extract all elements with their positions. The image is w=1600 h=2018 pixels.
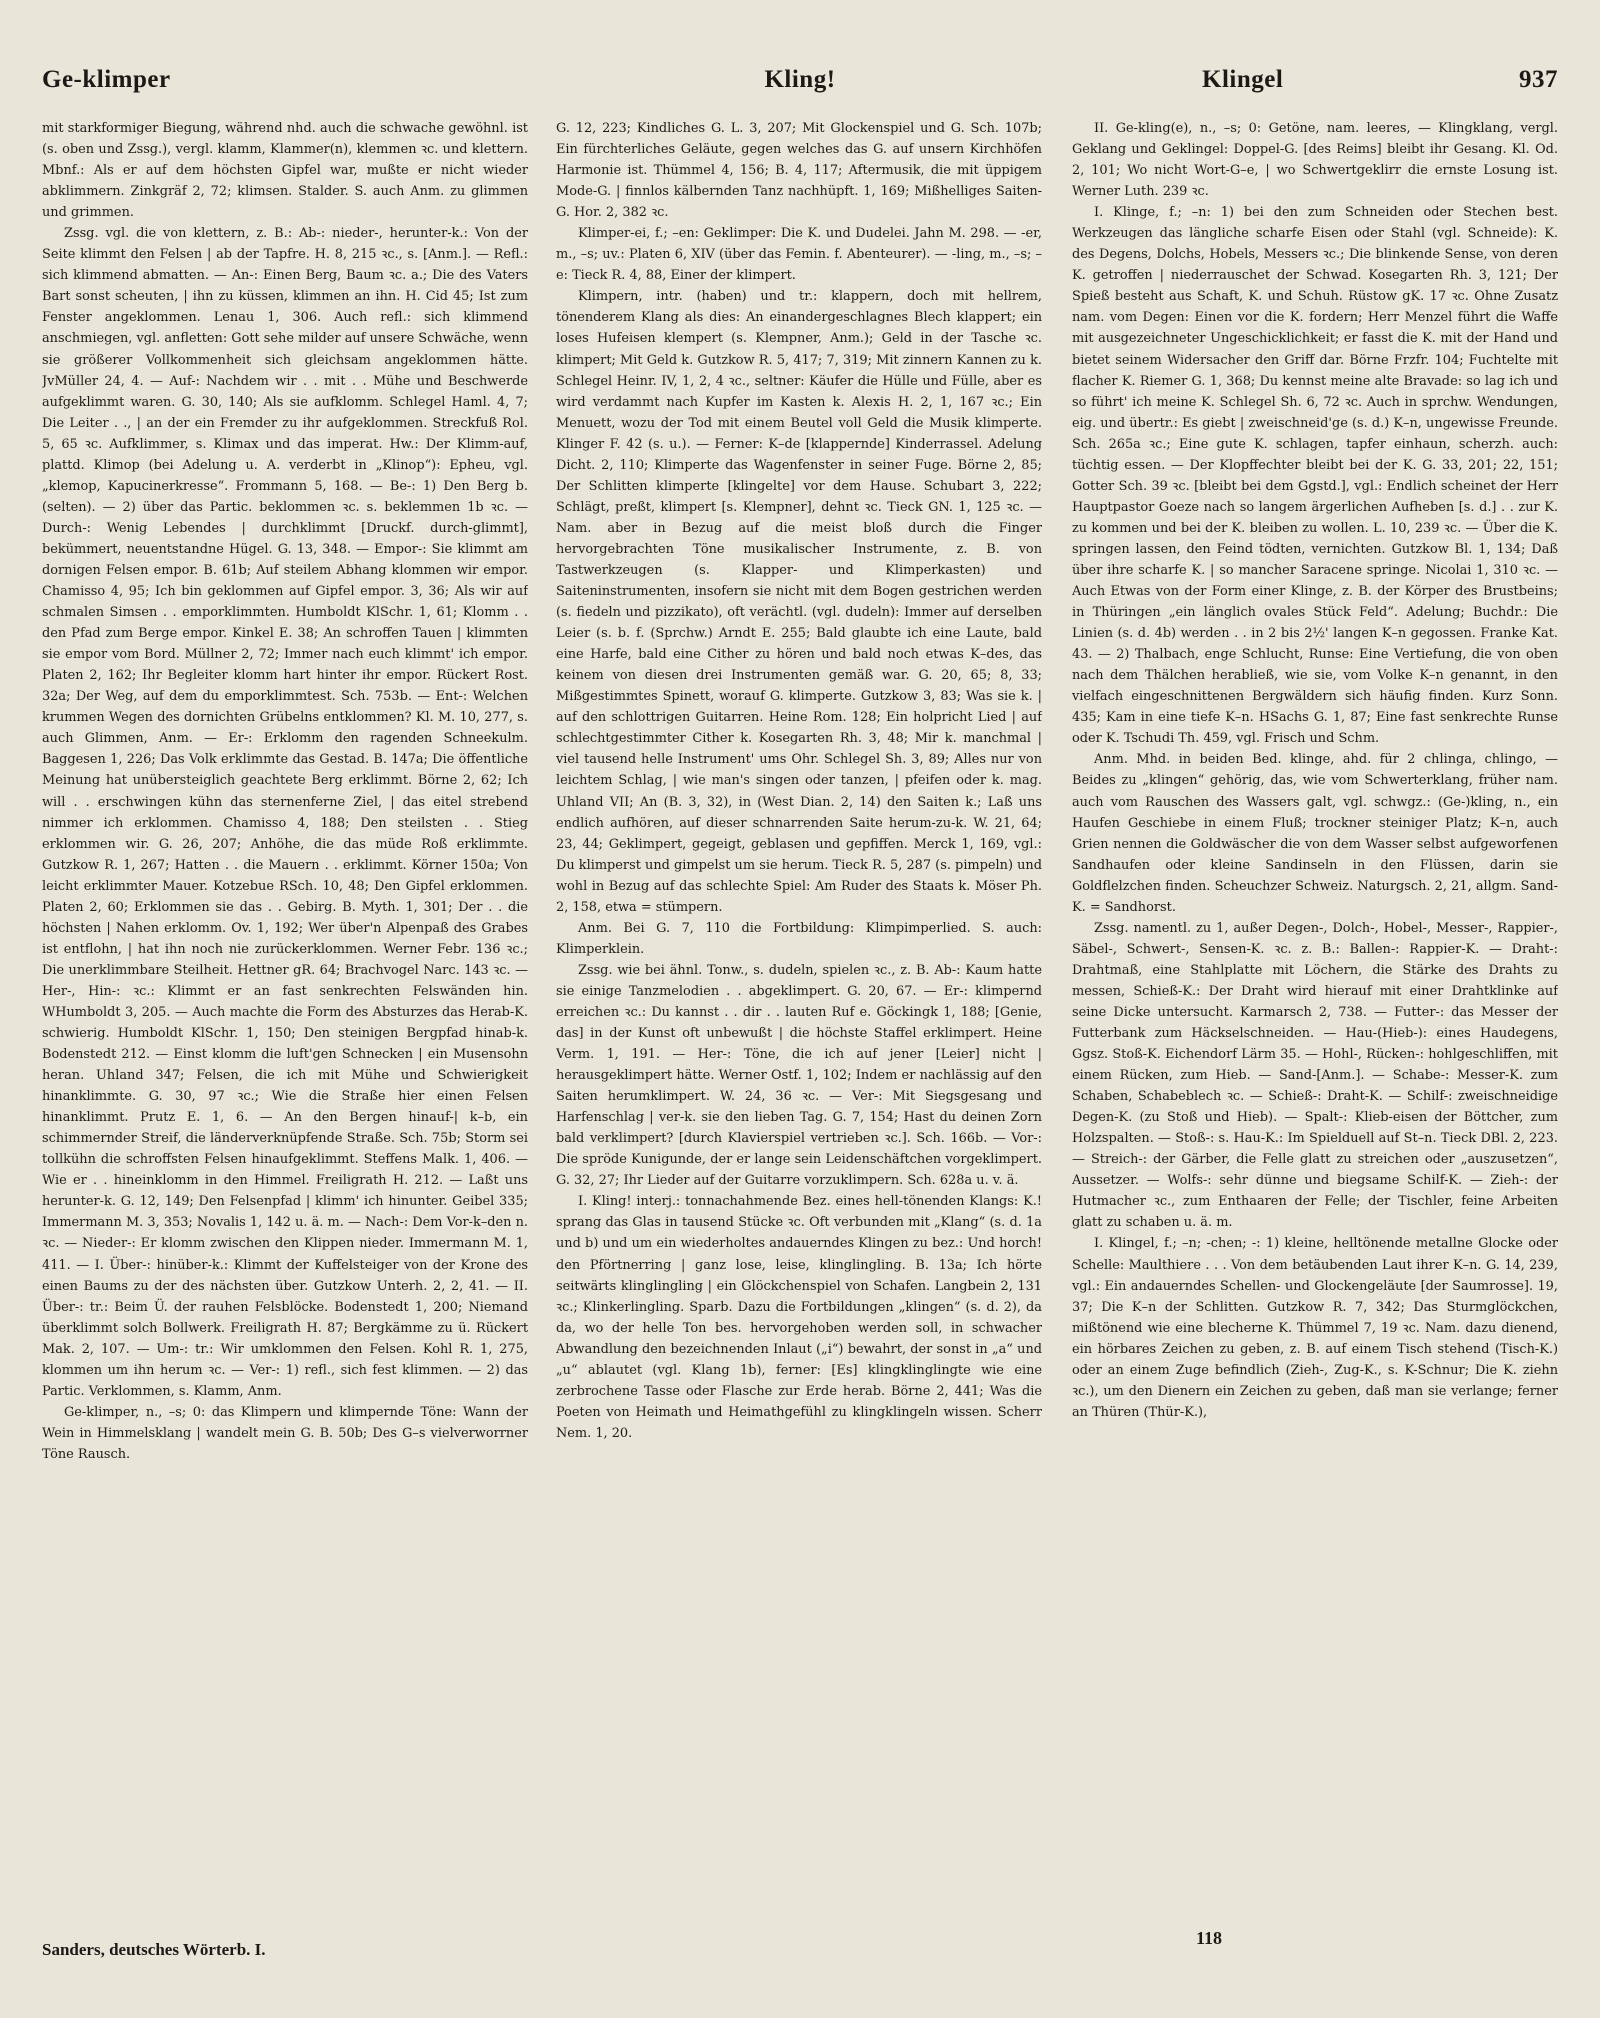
running-header (42, 66, 1558, 96)
column-1 (42, 118, 528, 1930)
entry-paragraph: Zssg. vgl. die von klettern, z. B.: Ab-: nieder-, herunter-k.: Von der Seite klimmt den Felsen | ab der Tapfre. H. 8, 215 ꝛc., s. [Anm.]. — Refl.: sich klimmend abmatten. — An-: Einen Berg, Baum ꝛc. a.; Die des Vaters Bart sonst scheuten, | ihn zu küssen, klimmen an ihn. H. Cid 45; Ist zum Fenster angeklommen. Lenau 1, 306. Auch refl.: sich klimmend anschmiegen, vgl. anfletten: Gott sehe milder auf unsere Schwäche, wenn sie größerer Vollkommenheit sich gleichsam angeklommen hätte. JvMüller 24, 4. — Auf-: Nachdem wir . . mit . . Mühe und Beschwerde aufgeklimmt waren. G. 30, 140; Als sie aufklomm. Schlegel Haml. 4, 7; Die Leiter . ., | an der ein Fremder zu ihr aufgeklommen. Streckfuß Rol. 5, 65 ꝛc. Aufklimmer, s. Klimax und das imperat. Hw.: Der Klimm-auf, plattd. Klimop (bei Adelung u. A. verderbt in „Klinop“): Epheu, vgl. „klemop, Kapucinerkresse“. Frommann 5, 168. — Be-: 1) Den Berg b. (selten). — 2) über das Partic. beklommen ꝛc. s. beklemmen 1b ꝛc. — Durch-: Wenig Lebendes | durchklimmt [Druckf. durch-glimmt], bekümmert, neuentstandne Hügel. G. 13, 348. — Empor-: Sie klimmt am dornigen Felsen empor. B. 61b; Auf steilem Abhang klommen wir empor. Chamisso 4, 95; Ich bin geklommen auf Gipfel empor. 3, 36; Als wir auf schmalen Simsen . . emporklimmten. Humboldt KlSchr. 1, 61; Klomm . . den Pfad zum Berge empor. Kinkel E. 38; An schroffen Tauen | klimmten sie empor vom Bord. Müllner 2, 72; Immer nach euch klimmt' ich empor. Platen 2, 162; Ihr Begleiter klomm hart hinter ihr empor. Rückert Rost. 32a; Der Weg, auf dem du emporklimmtest. Sch. 753b. — Ent-: Welchen krummen Wegen des dornichten Grübelns entklommen? Kl. M. 10, 277, s. auch Glimmen, Anm. — Er-: Erklomm den ragenden Schneekulm. Baggesen 1, 226; Das Volk erklimmte das Gestad. B. 147a; Die öffentliche Meinung hat unübersteiglich geachtete Berg erklimmt. Börne 2, 62; Ich will . . erschwingen kühn das sternenferne Ziel, | das eitel strebend nimmer ich erklommen. Chamisso 4, 188; Den steilsten . . Stieg erklommen wir. G. 26, 207; Anhöhe, die das müde Roß erklimmte. Gutzkow R. 1, 267; Hatten . . die Mauern . . erklimmt. Körner 150a; Von leicht erklimmter Mauer. Kotzebue RSch. 10, 48; Den Gipfel erklommen. Platen 2, 60; Erklommen sie das . . Gebirg. B. Myth. 1, 301; Der . . die höchsten | Nahen erklomm. Ov. 1, 192; Wer über'n Alpenpaß des Grabes ist entflohn, | hat ihn noch nie zurückerklommen. Werner Febr. 136 ꝛc.; Die unerklimmbare Steilheit. Hettner gR. 64; Brachvogel Narc. 143 ꝛc. — Her-, Hin-: ꝛc.: Klimmt er an fast senkrechten Felswänden hin. WHumboldt 3, 205. — Auch machte die Form des Absturzes das Herab-K. schwierig. Humboldt KlSchr. 1, 150; Den steinigen Bergpfad hinab-k. Bodenstedt 212. — Einst klomm die luft'gen Schnecken | ein Musensohn heran. Uhland 347; Felsen, die ich mit Mühe und Schwierigkeit hinanklimmte. G. 30, 97 ꝛc.; Wie die Straße hier einen Felsen hinanklimmt. Prutz E. 1, 6. — An den Bergen hinauf-| k–b, ein schimmernder Streif, die länderverknüpfende Straße. Sch. 75b; Storm sei tollkühn die schroffsten Felsen hinaufgeklimmt. Steffens Malk. 1, 406. — Wie er . . hineinklomm in den Himmel. Freiligrath H. 212. — Laßt uns herunter-k. G. 12, 149; Den Felsenpfad | klimm' ich hinunter. Geibel 335; Immermann M. 3, 353; Novalis 1, 142 u. ä. m. — Nach-: Dem Vor-k–den n. ꝛc. — Nieder-: Er klomm zwischen den Klippen nieder. Immermann M. 1, 411. — I. Über-: hinüber-k.: Klimmt der Kuffelsteiger von der Krone des einen Baums zu der des nächsten über. Gutzkow Unterh. 2, 2, 41. — II. Über-: tr.: Beim Ü. der rauhen Felsblöcke. Bodenstedt 1, 200; Niemand überklimmt solch Bollwerk. Freiligrath H. 87; Bergkämme zu ü. Rückert Mak. 2, 107. — Um-: tr.: Wir umklommen den Felsen. Kohl R. 1, 275, klommen um ihn herum ꝛc. — Ver-: 1) refl., sich fest klimmen. — 2) das Partic. Verklommen, s. Klamm, Anm. (42, 226, 528, 1399)
entry-paragraph: I. Klinge, f.; –n: 1) bei den zum Schneiden oder Stechen best. Werkzeugen das längliche scharfe Eisen oder Stahl (vgl. Schneide): K. des Degens, Dolchs, Hobels, Messers ꝛc.; Die blinkende Sense, von deren K. getroffen | niederrauschet der Schwad. Kosegarten Rh. 3, 121; Der Spieß besteht aus Schaft, K. und Schuh. Rüstow gK. 17 ꝛc. Ohne Zusatz nam. vom Degen: Einen vor die K. fordern; Herr Menzel führt die Waffe mit ausgezeichneter Ungeschicklichkeit; er fasst die K. mit der Hand und bietet seinem Widersacher den Griff dar. Börne Frzfr. 104; Fuchtelte mit flacher K. Riemer G. 1, 368; Du kennst meine alte Bravade: so lag ich und so führt' ich meine K. Schlegel Sh. 6, 72 ꝛc. Auch in sprchw. Wendungen, eig. und übertr.: Es giebt | zweischneid'ge (s. d.) K–n, ungewisse Freunde. Sch. 265a ꝛc.; Eine gute K. schlagen, tapfer einhaun, scherzh. auch: tüchtig essen. — Der Klopffechter bleibt bei der K. G. 33, 201; 22, 151; Gotter Sch. 39 ꝛc. [bleibt bei dem Ggstd.], vgl.: Endlich scheinet der Herr Hauptpastor Goeze nach so langem ärgerlichen Aufheben [s. d.] . . zur K. zu kommen und bei der K. bleiben zu wollen. L. 10, 239 ꝛc. — Über die K. springen lassen, den Feind tödten, vernichten. Gutzkow Bl. 1, 134; Daß über ihre scharfe K. | so mancher Saracene springe. Nicolai 1, 310 ꝛc. — Auch Etwas von der Form einer Klinge, z. B. der Körper des Brustbeins; in Thüringen „ein länglich ovales Stück Feld“. Adelung; Buchdr.: Die Linien (s. d. 4b) werden . . in 2 bis 2½' langen K–n gegossen. Franke Kat. 43. — 2) Thalbach, enge Schlucht, Runse: Eine Vertiefung, die von oben nach dem Thälchen herabließ, wie sie, vom Volke K–n genannt, in den vielfach eingeschnittenen Bergwäldern sich häufig finden. Kurz Sonn. 435; Kam in eine tiefe K–n. HSachs G. 1, 87; Eine fast senkrechte Runse oder K. Tschudi Th. 459, vgl. Frisch und Schm. (1072, 205, 1558, 747)
header-right-catchword: Klingel (1202, 66, 1284, 93)
column-2 (556, 118, 1042, 1930)
header-center-catchword: Kling! (764, 66, 836, 93)
entry-paragraph: Ge-klimper, n., –s; 0: das Klimpern und klimpernde Töne: Wann der Wein in Himmelsklang | wandelt mein G. B. 50b; Des G–s vielverworrner Töne Rausch. (42, 1404, 528, 1462)
entry-paragraph: Zssg. namentl. zu 1, außer Degen-, Dolch-, Hobel-, Messer-, Rappier-, Säbel-, Schwert-, Sensen-K. ꝛc. z. B.: Ballen-: Rappier-K. — Draht-: Drahtmaß, eine Stahlplatte mit Löchern, die Stärke des Drahts zu messen, Schieß-K.: Der Draht wird hierauf mit einer Drahtklinke auf seine Dicke untersucht. Karmarsch 2, 738. — Futter-: das Messer der Futterbank zum Häckselschneiden. — Hau-(Hieb-): eines Haudegens, Ggsz. Stoß-K. Eichendorf Lärm 35. — Hohl-, Rücken-: hohlgeschliffen, mit einem Rücken, zum Hieb. — Sand-[Anm.]. — Schabe-: Messer-K. zum Schaben, Schabeblech ꝛc. — Schieß-: Draht-K. — Schilf-: zweischneidige Degen-K. (zu Stoß und Hieb). — Spalt-: Klieb-eisen der Böttcher, zum Holzspalten. — Stoß-: s. Hau-K.: Im Spielduell auf St–n. Tieck DBl. 2, 223. — Streich-: der Gärber, die Felle glatt zu streichen oder „auszusetzen“, Aussetzer. — Wolfs-: sehr dünne und biegsame Schilf-K. — Zieh-: der Hutmacher ꝛc., zum Enthaaren der Felle; der Tischler, feine Arbeiten glatt zu schaben u. ä. m. (1072, 920, 1558, 1231)
footer-imprint: Sanders, deutsches Wörterb. I. (42, 1940, 266, 1959)
page-number: 937 (1519, 66, 1558, 93)
entry-paragraph: I. Klingel, f.; –n; -chen; -: 1) kleine, helltönende metallne Glocke oder Schelle: Maulthiere . . . Von dem betäubenden Laut ihrer K–n. G. 14, 239, vgl.: Ein andauerndes Schellen- und Glockengeläute [der Saumrosse]. 19, 37; Die K–n der Schlitten. Gutzkow R. 7, 342; Das Sturmglöckchen, mißtönend wie eine blecherne K. Thümmel 7, 19 ꝛc. Nam. dazu dienend, ein hörbares Zeichen zu geben, z. B. auf einem Tisch stehend (Tisch-K.) oder an einem Zuge befindlich (Zieh-, Zug-K., s. K-Schnur; Die K. ziehn ꝛc.), um den Dienern ein Zeichen zu geben, daß man sie verlange; ferner an Thüren (Thür-K.), (1072, 1236, 1558, 1420)
column-3 (1072, 118, 1558, 1930)
entry-paragraph: G. 12, 223; Kindliches G. L. 3, 207; Mit Glockenspiel und G. Sch. 107b; Ein fürchterliches Geläute, gegen welches das G. auf unsern Kirchhöfen Harmonie ist. Thümmel 4, 156; B. 4, 117; Aftermusik, die mit üppigem Mode-G. | finnlos kälbernden Tanz nachhüpft. 1, 169; Mißhelliges Saiten-G. Hor. 2, 382 ꝛc. (556, 121, 1042, 221)
entry-paragraph: Klimpern, intr. (haben) und tr.: klappern, doch mit hellrem, tönenderem Klang als dies: An einandergeschlagnes Blech klappert; ein loses Hufeisen klempert (s. Klempner, Anm.); Geld in der Tasche ꝛc. klimpert; Mit Geld k. Gutzkow R. 5, 417; 7, 319; Mit zinnern Kannen zu k. Schlegel Heinr. IV, 1, 2, 4 ꝛc., seltner: Käufer die Hülle und Fülle, aber es wird verdammt nach Kupfer im Kasten k. Alexis H. 2, 1, 167 ꝛc.; Ein Menuett, wozu der Tod mit einem Beutel voll Geld die Musik klimperte. Klinger F. 42 (s. u.). — Ferner: K–de [klappernde] Kinderrassel. Adelung Dicht. 2, 110; Klimperte das Wagenfenster in seiner Fuge. Börne 2, 85; Der Schlitten klimperte [klingelte] vor dem Hause. Schubart 3, 222; Schlägt, preßt, klimpert [s. Klempner], dehnt ꝛc. Tieck GN. 1, 125 ꝛc. — Nam. aber in Bezug auf die meist bloß durch die Finger hervorgebrachten Töne musikalischer Instrumente, z. B. von Tastwerkzeugen (s. Klapper- und Klimperkasten) und Saiteninstrumenten, insofern sie nicht mit dem Bogen gestrichen werden (s. fiedeln und pizzikato), oft verächtl. (vgl. dudeln): Immer auf derselben Leier (s. b. f. (Sprchw.) Arndt E. 255; Bald glaubte ich eine Laute, bald eine Harfe, bald eine Cither zu hören und bald noch etwas K–des, das keinem von diesen drei Instrumenten gemäß war. G. 20, 65; 8, 33; Mißgestimmtes Spinett, worauf G. klimperte. Gutzkow 3, 83; Was sie k. | auf den schlottrigen Guitarren. Heine Rom. 128; Ein holpricht Lied | auf schlechtgestimmter Cither k. Kosegarten Rh. 3, 48; Mir k. manchmal | viel tausend helle Instrument' ums Ohr. Schlegel Sh. 3, 89; Alles nur von leichtem Schlag, | wie man's singen oder tanzen, | pfeifen oder k. mag. Uhland VII; An (B. 3, 32), in (West Dian. 2, 14) den Saiten k.; Laß uns endlich aufhören, auf dieser schnarrenden Saite herum-zu-k. W. 21, 64; 23, 44; Geklimpert, gegeigt, geblasen und gepfiffen. Merck 1, 169, vgl.: Du klimperst und gimpelst um sie herum. Tieck R. 5, 287 (s. pimpeln) und wohl in Bezug auf das schlechte Spiel: Am Ruder des Staats k. Möser Ph. 2, 158, etwa = stümpern. (556, 289, 1042, 915)
entry-paragraph: I. Kling! interj.: tonnachahmende Bez. eines hell-tönenden Klangs: K.! sprang das Glas in tausend Stücke ꝛc. Oft verbunden mit „Klang“ (s. d. 1a und b) und um ein wiederholtes andauerndes Klingen zu bez.: Und horch! den Pförtnerring | ganz lose, leise, klinglingling. B. 13a; Ich hörte seitwärts klinglingling | ein Glöckchenspiel von Schafen. Langbein 2, 131 ꝛc.; Klinkerlingling. Sparb. Dazu die Fortbildungen „klingen“ (s. d. 2), da da, wo der helle Ton bes. hervorgehoben werden soll, in schwacher Abwandlung den bezeichnenden Inlaut („i“) bewahrt, der sonst in „a“ und „u“ ablautet (vgl. Klang 1b), ferner: [Es] klingklinglingte wie eine zerbrochene Tasse oder Flasche zur Erde herab. Börne 2, 441; Was die Poeten von Heimath und Heimathgefühl zu klingklingeln wissen. Scherr Nem. 1, 20. (556, 1194, 1042, 1441)
entry-paragraph: Anm. Mhd. in beiden Bed. klinge, ahd. für 2 chlinga, chlingo, — Beides zu „klingen“ gehörig, das, wie vom Schwerterklang, früher nam. auch vom Rauschen des Wassers galt, vgl. schwgz.: (Ge-)kling, n., ein Haufen Geschiebe in einem Fluß; trockner steiniger Platz; K–n, auch Grien nennen die Goldwäscher die von dem Wasser selbst aufgeworfenen Sandhaufen oder kleine Sandinseln in den Flüssen, darin sie Goldflelzchen finden. Scheuchzer Schweiz. Naturgsch. 2, 21, allgm. Sand-K. = Sandhorst. (1072, 752, 1558, 915)
header-left-catchword: Ge-klimper (42, 66, 171, 93)
entry-paragraph: II. Ge-kling(e), n., –s; 0: Getöne, nam. leeres, — Klingklang, vergl. Geklang und Geklingel: Doppel-G. [des Reims] bleibt ihr Gesang. Kl. Od. 2, 101; Wo nicht Wort-G–e, | wo Schwertgeklirr die ernste Losung ist. Werner Luth. 239 ꝛc. (1072, 121, 1558, 200)
text-columns (42, 118, 1558, 1930)
sheet-signature: 118 (1196, 1928, 1223, 1948)
entry-paragraph: Zssg. wie bei ähnl. Tonw., s. dudeln, spielen ꝛc., z. B. Ab-: Kaum hatte sie einige Tanzmelodien . . abgeklimpert. G. 20, 67. — Er-: klimpernd erreichen ꝛc.: Du kannst . . dir . . lauten Ruf e. Göckingk 1, 188; [Genie, das] in der Kunst oft unbewußt | die höchste Staffel erklimpert. Heine Verm. 1, 191. — Her-: Töne, die ich auf jener [Leier] nicht | herausgeklimpert hätte. Werner Ostf. 1, 102; Indem er nachlässig auf den Saiten herumklimpert. W. 24, 36 ꝛc. — Ver-: Mit Siegsgesang und Harfenschlag | ver-k. sie den lieben Tag. G. 7, 154; Hast du deinen Zorn bald verklimpert? [durch Klavierspiel vertrieben ꝛc.]. Sch. 166b. — Vor-: Die spröde Kunigunde, der er lange sein Leidenschäftchen vorgeklimpert. G. 32, 27; Ihr Lieder auf der Guitarre vorzuklimpern. Sch. 628a u. v. ä. (556, 962, 1042, 1189)
entry-paragraph: Anm. Bei G. 7, 110 die Fortbildung: Klimpimperlied. S. auch: Klimperklein. (556, 920, 1042, 957)
entry-paragraph: mit starkformiger Biegung, während nhd. auch die schwache gewöhnl. ist (s. oben und Zssg.), vergl. klamm, Klammer(n), klemmen ꝛc. und klettern. Mbnf.: Als er auf dem höchsten Gipfel war, mußte er nicht wieder abklimmern. Zinkgräf 2, 72; klimsen. Stalder. S. auch Anm. zu glimmen und grimmen. (42, 121, 528, 221)
entry-paragraph: Klimper-ei, f.; –en: Geklimper: Die K. und Dudelei. Jahn M. 298. — -er, m., –s; uv.: Platen 6, XIV (über das Femin. f. Abenteurer). — -ling, m., –s; –e: Tieck R. 4, 88, Einer der klimpert. (556, 226, 1042, 284)
